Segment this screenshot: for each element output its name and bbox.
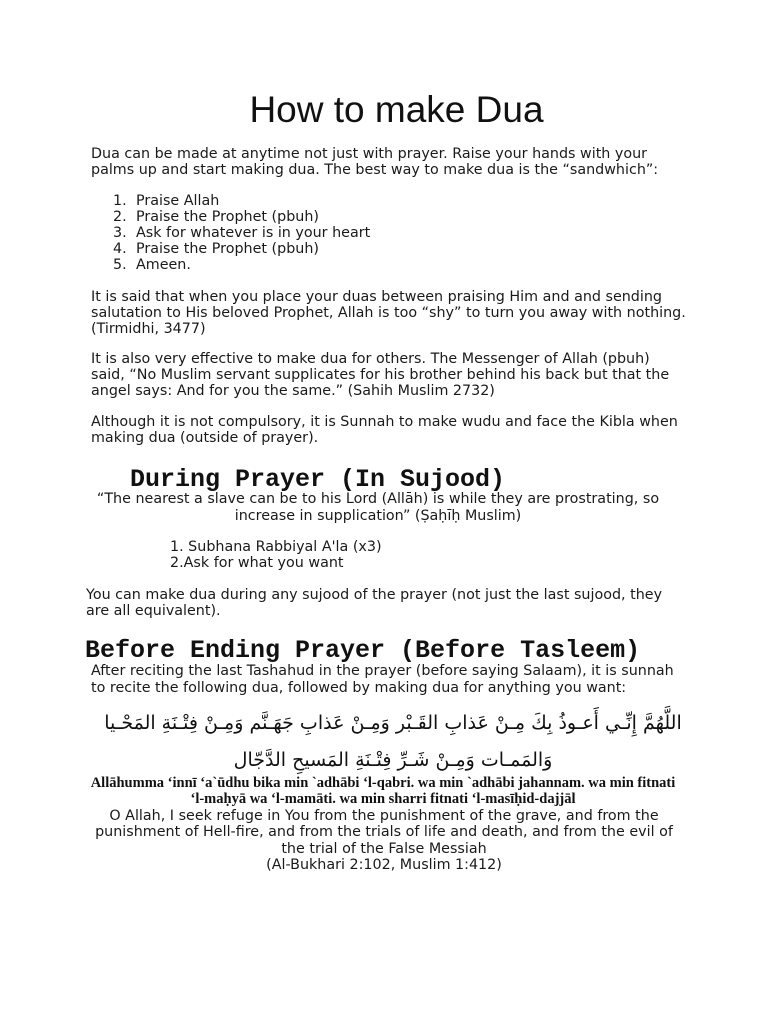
list-item-text: Ameen. — [136, 257, 191, 273]
others-paragraph — [91, 351, 669, 399]
paragraph-line: to recite the following dua, followed by making dua for anything you want: — [91, 680, 627, 696]
quote-line: “The nearest a slave can be to his Lord (Allāh) is while they are prostrating, so — [96, 491, 660, 507]
list-item — [113, 209, 370, 225]
list-item — [113, 193, 370, 209]
paragraph-line: making dua (outside of prayer). — [91, 430, 319, 446]
translation-line: the trial of the False Messiah — [281, 840, 487, 857]
dua-transliteration — [0, 775, 766, 807]
list-item-text: Ask for whatever is in your heart — [136, 225, 371, 241]
list-item-number: 3. — [113, 225, 127, 241]
hadith-reference: (Al-Bukhari 2:102, Muslim 1:412) — [266, 857, 502, 874]
arabic-line: وَالمَمـات وَمِـنْ شَـرِّ فِتْـنَةِ المَسيحِ الدَّجّال — [233, 749, 553, 771]
list-item-number: 5. — [113, 257, 127, 273]
paragraph-line: angel says: And for you the same.” (Sahih Muslim 2732) — [91, 383, 495, 399]
paragraph-line: It is said that when you place your duas between praising Him and and sending — [91, 289, 662, 305]
list-item-number: 4. — [113, 241, 127, 257]
sandwich-steps-list — [113, 193, 370, 273]
dua-translation — [0, 808, 768, 874]
transliteration-line: ‘l-maḥyā wa ‘l-mamāti. wa min sharri fitnati ‘l-masīḥid-dajjāl — [190, 791, 576, 807]
dua-arabic-text — [18, 705, 768, 779]
paragraph-line: You can make dua during any sujood of the prayer (not just the last sujood, they — [86, 587, 663, 603]
translation-line: punishment of Hell-fire, and from the trials of life and death, and from the evil of — [95, 824, 673, 841]
tasleem-heading: Before Ending Prayer (Before Tasleem) — [85, 636, 641, 665]
list-item-text: Praise Allah — [136, 193, 220, 209]
sujood-hadith-quote — [0, 491, 756, 525]
paragraph-line: said, “No Muslim servant supplicates for his brother behind his back but that the — [91, 367, 670, 383]
translation-line: O Allah, I seek refuge in You from the punishment of the grave, and from the — [109, 808, 659, 824]
paragraph-line: After reciting the last Tashahud in the prayer (before saying Salaam), it is sunnah — [91, 663, 674, 679]
list-item: 1. Subhana Rabbiyal A'la (x3) — [170, 539, 382, 555]
intro-paragraph — [91, 146, 658, 178]
tasleem-intro-paragraph — [91, 663, 674, 697]
paragraph-line: salutation to His beloved Prophet, Allah is too “shy” to turn you away with nothing. — [91, 305, 686, 321]
arabic-line: اللَّهُمَّ إِنِّـي أَعـوذُ بِكَ مِـنْ عَذابِ القَـبْر وَمِـنْ عَذابِ جَهَـنَّم وَمِـنْ فِتْـنَةِ المَحْـيا — [104, 712, 682, 734]
shy-paragraph — [91, 289, 686, 337]
paragraph-line: (Tirmidhi, 3477) — [91, 321, 206, 337]
sujood-note-paragraph — [86, 587, 662, 619]
list-item — [113, 225, 370, 241]
intro-line: palms up and start making dua. The best way to make dua is the “sandwhich”: — [91, 162, 659, 178]
intro-line: Dua can be made at anytime not just with prayer. Raise your hands with your — [91, 146, 648, 162]
wudu-paragraph — [91, 414, 678, 446]
list-item — [113, 257, 370, 273]
paragraph-line: Although it is not compulsory, it is Sunnah to make wudu and face the Kibla when — [91, 414, 678, 430]
paragraph-line: It is also very effective to make dua for others. The Messenger of Allah (pbuh) — [91, 351, 650, 367]
paragraph-line: are all equivalent). — [86, 603, 221, 619]
quote-line: increase in supplication” (Ṣaḥīḥ Muslim) — [234, 508, 522, 524]
list-item: 2.Ask for what you want — [170, 555, 344, 571]
page-title: How to make Dua — [249, 89, 544, 130]
list-item-text: Praise the Prophet (pbuh) — [136, 241, 319, 257]
transliteration-line: Allāhumma ‘innī ‘a`ūdhu bika min `adhābi ‘l-qabri. wa min `adhābi jahannam. wa min fitnati — [90, 775, 676, 791]
list-item-number: 1. — [113, 193, 127, 209]
list-item-number: 2. — [113, 209, 127, 225]
sujood-steps-list — [170, 539, 382, 571]
list-item-text: Praise the Prophet (pbuh) — [136, 209, 319, 225]
sujood-heading: During Prayer (In Sujood) — [130, 465, 506, 494]
list-item — [113, 241, 370, 257]
